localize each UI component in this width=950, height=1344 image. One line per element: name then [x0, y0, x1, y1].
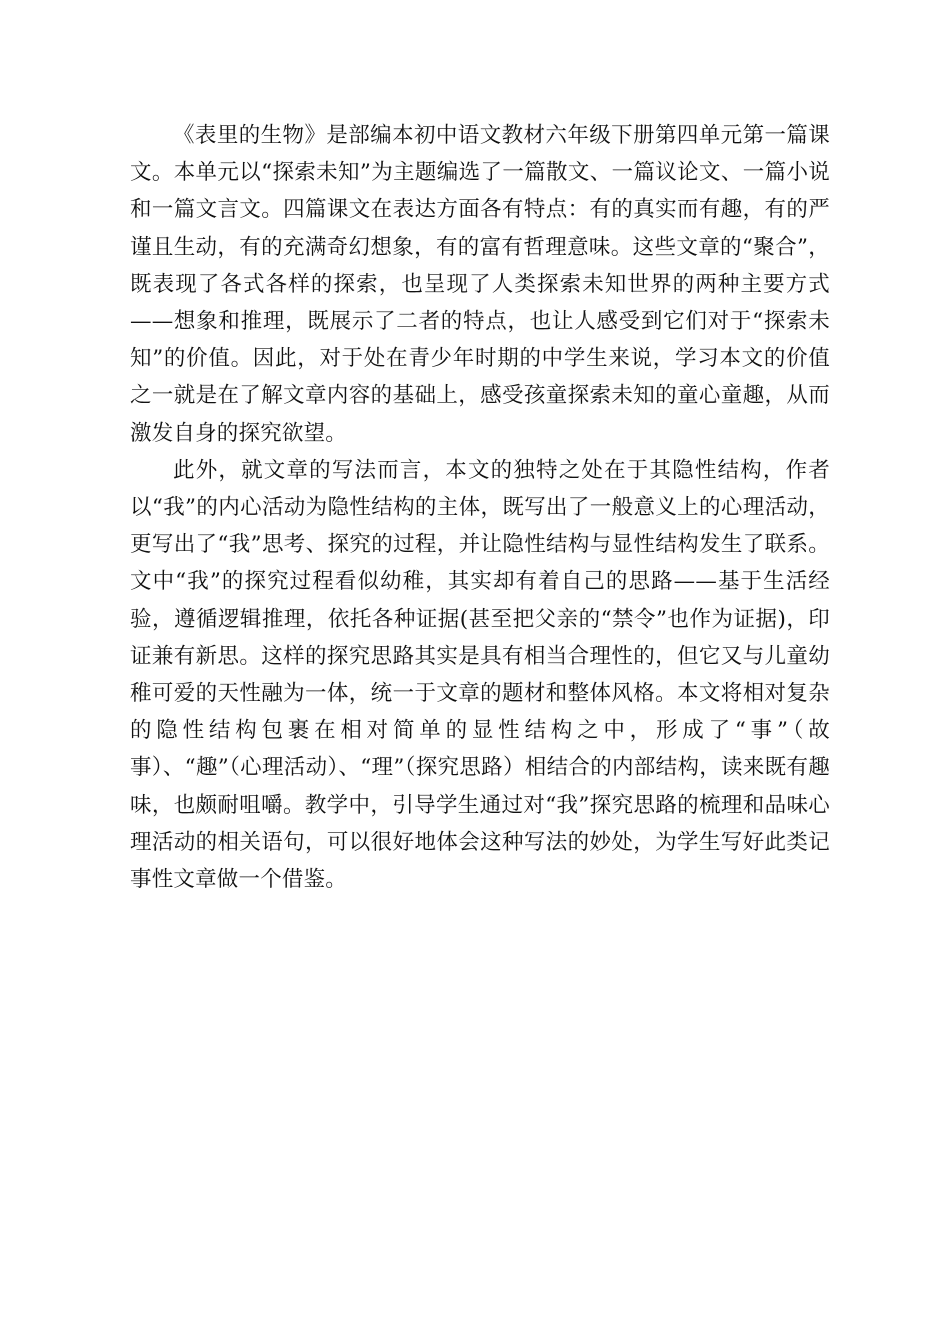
document-body — [130, 117, 830, 898]
paragraph-intro: 《表里的生物》是部编本初中语文教材六年级下册第四单元第一篇课文。本单元以“探索未知”为主题编选了一篇散文、一篇议论文、一篇小说和一篇文言文。四篇课文在表达方面各有特点：有的真实而有趣，有的严谨且生动，有的充满奇幻想象，有的富有哲理意味。这些文章的“聚合”，既表现了各式各样的探索，也呈现了人类探索未知世界的两种主要方式——想象和推理，既展示了二者的特点，也让人感受到它们对于“探索未知”的价值。因此，对于处在青少年时期的中学生来说，学习本文的价值之一就是在了解文章内容的基础上，感受孩童探索未知的童心童趣，从而激发自身的探究欲望。 — [130, 123, 830, 446]
paragraph-structure: 此外，就文章的写法而言，本文的独特之处在于其隐性结构，作者以“我”的内心活动为隐性结构的主体，既写出了一般意义上的心理活动，更写出了“我”思考、探究的过程，并让隐性结构与显性结构发生了联系。文中“我”的探究过程看似幼稚，其实却有着自己的思路——基于生活经验，遵循逻辑推理，依托各种证据(甚至把父亲的“禁令”也作为证据)，印证兼有新思。这样的探究思路其实是具有相当合理性的，但它又与儿童幼稚可爱的天性融为一体，统一于文章的题材和整体风格。本文将相对复杂的隐性结构包裹在相对简单的显性结构之中，形成了“事”（故事）、“趣”（心理活动）、“理”（探究思路）相结合的内部结构，读来既有趣味，也颇耐咀嚼。教学中，引导学生通过对“我”探究思路的梳理和品味心理活动的相关语句，可以很好地体会这种写法的妙处，为学生写好此类记事性文章做一个借鉴。 — [130, 457, 830, 893]
